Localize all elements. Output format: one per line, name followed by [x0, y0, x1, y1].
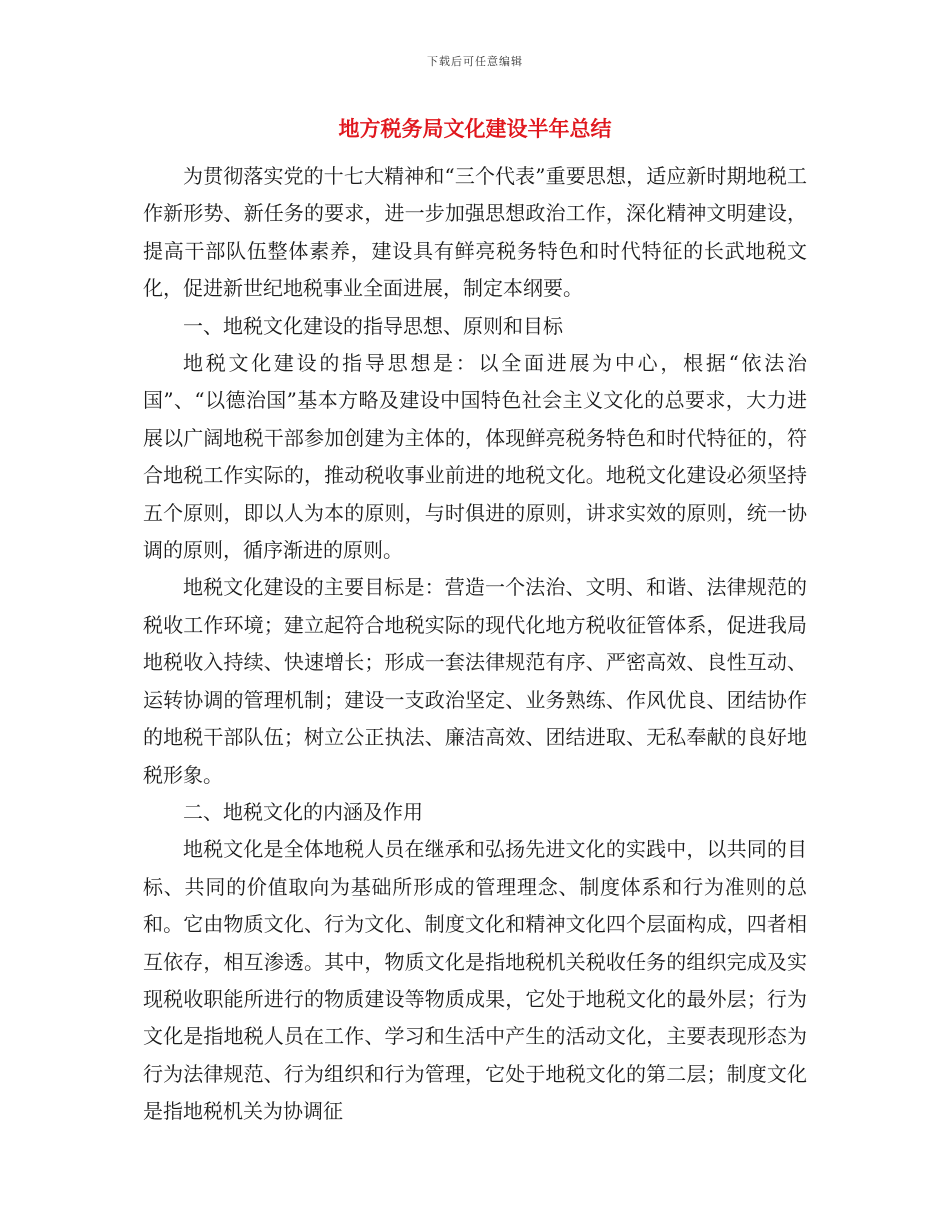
paragraph: 地税文化建设的主要目标是：营造一个法治、文明、和谐、法律规范的税收工作环境；建立起符合地税实际的现代化地方税收征管体系，促进我局地税收入持续、快速增长；形成一套法律规范有序、严密高效、良性互动、运转协调的管理机制；建设一支政治坚定、业务熟练、作风优良、团结协作的地税干部队伍；树立公正执法、廉洁高效、团结进取、无私奉献的良好地税形象。 [143, 575, 807, 787]
page-header: 下载后可任意编辑 [427, 55, 523, 68]
document-title: 地方税务局文化建设半年总结 [338, 117, 612, 141]
section-heading: 一、地税文化建设的指导思想、原则和目标 [183, 313, 563, 338]
section-heading: 二、地税文化的内涵及作用 [183, 799, 423, 824]
paragraph: 为贯彻落实党的十七大精神和“三个代表”重要思想，适应新时期地税工作新形势、新任务的要求，进一步加强思想政治工作，深化精神文明建设，提高干部队伍整体素养，建设具有鲜亮税务特色和时代特征的长武地税文化，促进新世纪地税事业全面进展，制定本纲要。 [143, 164, 807, 301]
paragraph: 地税文化是全体地税人员在继承和弘扬先进文化的实践中，以共同的目标、共同的价值取向为基础所形成的管理理念、制度体系和行为准则的总和。它由物质文化、行为文化、制度文化和精神文化四个层面构成，四者相互依存，相互渗透。其中，物质文化是指地税机关税收任务的组织完成及实现税收职能所进行的物质建设等物质成果，它处于地税文化的最外层；行为文化是指地税人员在工作、学习和生活中产生的活动文化，主要表现形态为行为法律规范、行为组织和行为管理，它处于地税文化的第二层；制度文化是指地税机关为协调征 [143, 837, 807, 1124]
paragraph: 地税文化建设的指导思想是：以全面进展为中心，根据“依法治国”、“以德治国”基本方略及建设中国特色社会主义文化的总要求，大力进展以广阔地税干部参加创建为主体的，体现鲜亮税务特色和时代特征的，符合地税工作实际的，推动税收事业前进的地税文化。地税文化建设必须坚持五个原则，即以人为本的原则，与时俱进的原则，讲求实效的原则，统一协调的原则，循序渐进的原则。 [143, 351, 807, 563]
document-body [143, 158, 807, 1131]
